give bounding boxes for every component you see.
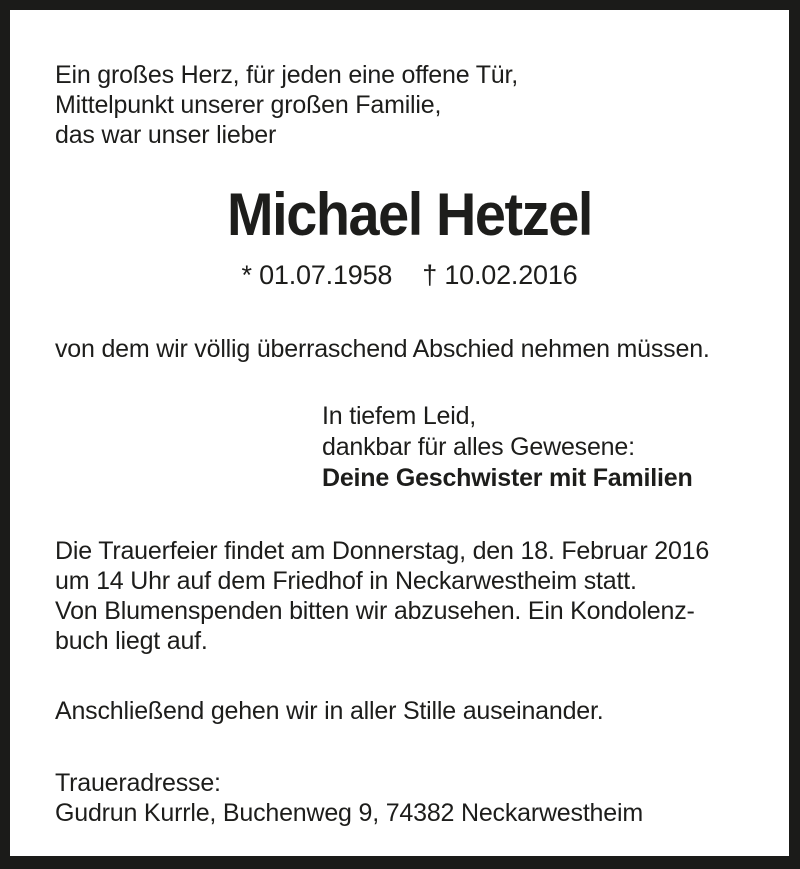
funeral-line: Von Blumenspenden bitten wir abzusehen. Ein Kondolenz- [55, 597, 695, 625]
funeral-line: Die Trauerfeier findet am Donnerstag, den 18. Februar 2016 [55, 537, 710, 565]
funeral-info [55, 536, 709, 656]
closing-line: Anschließend gehen wir in aller Stille auseinander. [55, 697, 604, 725]
mourners-line: dankbar für alles Gewesene: [322, 433, 635, 461]
address-line: Gudrun Kurrle, Buchenweg 9, 74382 Neckarwestheim [55, 799, 643, 827]
deceased-name: Michael Hetzel [227, 181, 592, 248]
intro-line: Ein großes Herz, für jeden eine offene Tür, [55, 61, 518, 89]
funeral-line: buch liegt auf. [55, 627, 208, 655]
birth-date: * 01.07.1958 [241, 260, 393, 290]
mourners-block [322, 401, 693, 494]
intro-verse [55, 60, 518, 150]
intro-line: das war unser lieber [55, 121, 277, 149]
farewell-line: von dem wir völlig überraschend Abschied nehmen müssen. [55, 335, 710, 363]
mourners-signature: Deine Geschwister mit Familien [322, 464, 693, 492]
notice-content [20, 20, 799, 866]
address-block [55, 768, 643, 828]
intro-line: Mittelpunkt unserer großen Familie, [55, 91, 442, 119]
mourners-line: In tiefem Leid, [322, 402, 477, 430]
death-date: † 10.02.2016 [422, 260, 578, 290]
funeral-line: um 14 Uhr auf dem Friedhof in Neckarwestheim statt. [55, 567, 637, 595]
life-dates [20, 260, 799, 290]
address-label: Traueradresse: [55, 769, 221, 797]
